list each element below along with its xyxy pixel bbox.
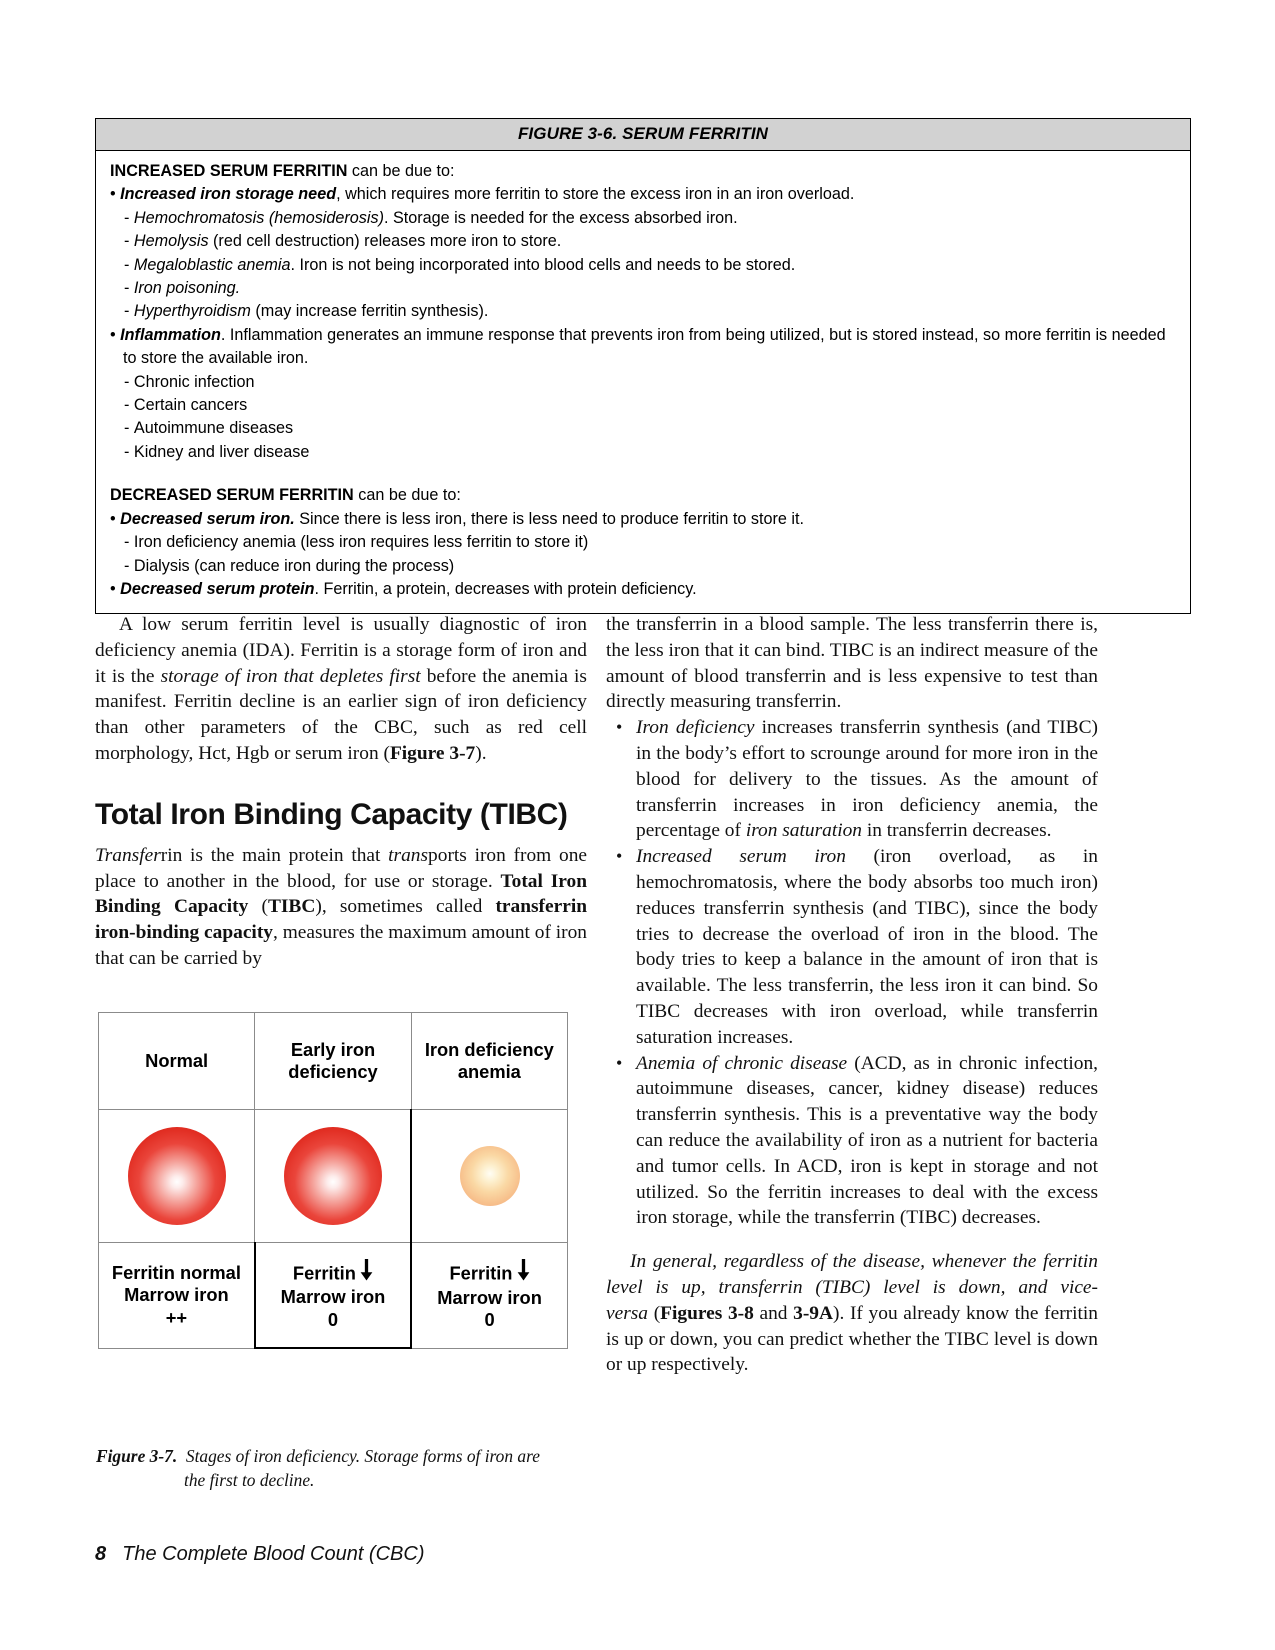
figure-3-6-box	[95, 118, 1191, 614]
increased-item: • Increased iron storage need, which requires more ferritin to store the excess iron in an iron overload.	[110, 185, 855, 204]
item-lead: Decreased serum protein	[120, 579, 315, 598]
table-footer-row	[99, 1243, 568, 1349]
closing-open-paren: (	[653, 1302, 661, 1324]
footer-line: Marrow iron	[280, 1286, 386, 1308]
increased-item: - Hemolysis (red cell destruction) releases more iron to store.	[124, 232, 562, 251]
item-rest: Iron deficiency anemia (less iron requires less ferritin to store it)	[133, 533, 589, 552]
para-text: before the anemia is manifest. Ferritin decline is an earlier sign of iron deficiency than other parameters of the CBC, such as red cell morphology, Hct, Hgb or serum iron (	[95, 665, 587, 764]
figure-reference: Figure 3-7	[389, 742, 476, 764]
closing-italic: In general, regardless of the disease, whenever the ferritin level is up, transferrin (TIBC) level is down, and vice-versa	[606, 1251, 1098, 1324]
left-text-column	[95, 612, 587, 972]
bullet-italic-lead: Anemia of chronic disease	[636, 1052, 848, 1074]
figure-3-7	[98, 1012, 568, 1349]
item-rest: , which requires more ferritin to store the excess iron in an iron overload.	[336, 185, 855, 204]
item-rest: Chronic infection	[133, 372, 255, 391]
item-lead: Megaloblastic anemia	[133, 255, 291, 274]
increased-item: - Chronic infection	[124, 372, 255, 391]
increased-item: - Autoimmune diseases	[124, 419, 294, 438]
item-rest: (red cell destruction) releases more iron to store.	[208, 232, 562, 251]
decreased-item: - Dialysis (can reduce iron during the process)	[124, 556, 455, 575]
para-text: , measures the maximum amount of iron that can be carried by	[95, 922, 588, 969]
bullet-text: (iron overload, as in hemochromatosis, where the body absorbs too much iron) reduces transferrin synthesis (and TIBC), since the body tries to decrease the overload of iron in the blood. The body tries to keep a balance in the amount of iron that is available. The less transferrin, the less iron it can bind. So TIBC decreases with iron overload, while transferrin saturation increases.	[636, 846, 1098, 1048]
bullet-italic-mid: iron saturation	[745, 820, 862, 842]
footer-line: ++	[165, 1306, 188, 1328]
footer-line: 0	[484, 1309, 495, 1330]
stage-footer-normal	[99, 1243, 255, 1349]
figure-3-7-caption	[96, 1444, 596, 1492]
paragraph-closing	[606, 1249, 1098, 1378]
increased-item: - Iron poisoning.	[124, 279, 241, 298]
decreased-item: - Iron deficiency anemia (less iron requires less ferritin to store it)	[124, 533, 589, 552]
list-item	[606, 1051, 1098, 1232]
para-bold: transferrin iron-binding capacity	[95, 896, 588, 944]
increased-item: - Megaloblastic anemia. Iron is not being incorporated into blood cells and needs to be stored.	[124, 255, 796, 274]
item-rest: . Storage is needed for the excess absorbed iron.	[383, 208, 738, 227]
paragraph-transferrin	[95, 843, 587, 972]
para-italic: Transfer	[95, 844, 161, 866]
para-text: rin is the main protein that	[160, 844, 389, 866]
decreased-heading: DECREASED SERUM FERRITIN	[110, 486, 354, 505]
footer-line: Marrow iron	[124, 1284, 229, 1305]
increased-heading-line	[110, 160, 1176, 183]
footer-line	[256, 1259, 410, 1287]
footer-line: 0	[327, 1308, 339, 1330]
figure-reference: Figures 3-8	[660, 1302, 754, 1324]
figure-3-6-title: FIGURE 3-6. SERUM FERRITIN	[96, 119, 1190, 151]
stage-header-normal: Normal	[99, 1013, 255, 1110]
item-rest: Autoimmune diseases	[133, 419, 294, 438]
para-text: ), sometimes called	[315, 896, 496, 918]
list-item	[606, 715, 1098, 844]
footer-line: Marrow iron	[437, 1286, 542, 1308]
stage-footer-iron-deficiency-anemia	[411, 1243, 567, 1349]
stage-header-iron-deficiency-anemia: Iron deficiency anemia	[411, 1013, 567, 1110]
item-rest: (may increase ferritin synthesis).	[250, 302, 489, 321]
closing-text: ). If you already know the ferritin is up or down, you can predict whether the TIBC level is down or up respectively.	[606, 1302, 1098, 1376]
blob-container	[255, 1110, 410, 1242]
bullet-text: increases transferrin synthesis (and TIBC) in the body’s effort to scrounge around for more iron in the blood for delivery to the tissues. As the amount of transferrin increases in iron deficiency anemia, the percentage of	[636, 717, 1099, 842]
table-illustration-row	[99, 1110, 568, 1243]
decreased-item: • Decreased serum iron. Since there is less iron, there is less need to produce ferritin to store it.	[110, 509, 804, 528]
increased-item: - Certain cancers	[124, 396, 248, 415]
decreased-heading-rest: can be due to:	[353, 486, 461, 505]
item-lead: Decreased serum iron.	[120, 509, 295, 528]
section-spacer	[110, 464, 1176, 484]
item-lead: Hemolysis	[133, 232, 209, 251]
red-blood-cell-icon	[128, 1127, 226, 1225]
item-lead: Iron poisoning.	[133, 279, 241, 298]
figure-reference: 3-9A	[793, 1302, 833, 1324]
para-bold: Total Iron Binding Capacity	[95, 870, 587, 918]
stage-cell-iron-deficiency-anemia	[411, 1110, 567, 1243]
item-lead: Inflammation	[120, 325, 221, 344]
stages-of-iron-deficiency-table	[98, 1012, 568, 1349]
stage-cell-normal	[99, 1110, 255, 1243]
page-number: 8	[95, 1543, 107, 1565]
increased-item: • Inflammation. Inflammation generates an immune response that prevents iron from being utilized, but is stored instead, so more ferritin is needed to store the available iron.	[110, 325, 1166, 368]
caption-line-1: Stages of iron deficiency. Storage forms of iron are	[185, 1446, 540, 1466]
bullet-text: in transferrin decreases.	[862, 820, 1052, 842]
item-rest: Kidney and liver disease	[133, 442, 310, 461]
paragraph-ferritin-intro	[95, 612, 587, 767]
item-rest: Certain cancers	[133, 396, 248, 415]
blob-container	[412, 1110, 567, 1242]
pale-blood-cell-icon	[460, 1146, 520, 1206]
footer-label: Ferritin	[449, 1262, 513, 1284]
footer-line: Ferritin normal	[111, 1261, 241, 1283]
section-heading-tibc: Total Iron Binding Capacity (TIBC)	[95, 797, 568, 831]
increased-item: - Kidney and liver disease	[124, 442, 310, 461]
increased-heading: INCREASED SERUM FERRITIN	[110, 162, 348, 180]
para-bold: TIBC	[267, 896, 316, 918]
increased-item: - Hemochromatosis (hemosiderosis). Storage is needed for the excess absorbed iron.	[124, 208, 738, 227]
item-rest: . Ferritin, a protein, decreases with protein deficiency.	[314, 579, 697, 598]
para-text: (	[248, 896, 268, 918]
bullet-text: (ACD, as in chronic infection, autoimmune diseases, cancer, kidney disease) reduces transferrin synthesis. This is a preventative way the body can reduce the availability of iron as a nutrient for bacteria and tumor cells. In ACD, iron is kept in storage and not utilized. So the ferritin increases to deal with the excess iron storage, while the transferrin (TIBC) decreases.	[636, 1052, 1098, 1229]
decreased-item: • Decreased serum protein. Ferritin, a protein, decreases with protein deficiency.	[110, 579, 697, 598]
figure-3-6-body	[96, 151, 1190, 613]
stage-footer-early-iron-deficiency	[255, 1243, 411, 1349]
running-title: The Complete Blood Count (CBC)	[122, 1543, 425, 1565]
item-lead: Hemochromatosis (hemosiderosis)	[133, 208, 384, 227]
right-text-column	[606, 612, 1098, 1378]
red-blood-cell-icon	[284, 1127, 382, 1225]
item-rest: Dialysis (can reduce iron during the process)	[133, 556, 455, 575]
list-item	[606, 844, 1098, 1050]
para-italic: trans	[388, 844, 429, 866]
item-rest: . Iron is not being incorporated into blood cells and needs to be stored.	[290, 255, 796, 274]
caption-label: Figure 3-7.	[96, 1446, 178, 1466]
paragraph-tibc-continued: the transferrin in a blood sample. The less transferrin there is, the less iron that it can bind. TIBC is an indirect measure of the amount of blood transferrin and is less expensive to test than directly measuring transferrin.	[606, 614, 1098, 713]
down-arrow-icon	[516, 1259, 529, 1287]
stage-header-early-iron-deficiency: Early iron deficiency	[255, 1013, 411, 1110]
footer-label: Ferritin	[292, 1262, 356, 1284]
bullet-italic-lead: Increased serum iron	[636, 846, 846, 868]
bullet-italic-lead: Iron deficiency	[636, 717, 755, 739]
tibc-bullet-list	[606, 715, 1098, 1231]
para-text: ports iron from one place to another in the blood, for use or storage.	[95, 844, 587, 892]
closing-text: and	[753, 1302, 794, 1324]
increased-heading-rest: can be due to:	[347, 162, 455, 180]
decreased-heading-line	[110, 484, 1176, 507]
blob-container	[99, 1110, 254, 1242]
para-text: A low serum ferritin level is usually diagnostic of iron deficiency anemia (IDA). Ferritin is a storage form of iron and it is the	[95, 614, 587, 687]
caption-line-2: the first to decline.	[184, 1470, 315, 1490]
para-text: ).	[475, 742, 487, 764]
item-rest: Since there is less iron, there is less need to produce ferritin to store it.	[294, 509, 804, 528]
item-lead: Increased iron storage need	[120, 185, 337, 204]
down-arrow-icon	[360, 1259, 373, 1287]
item-lead: Hyperthyroidism	[133, 302, 251, 321]
stage-cell-early-iron-deficiency	[255, 1110, 411, 1243]
page-footer	[95, 1543, 424, 1566]
increased-item: - Hyperthyroidism (may increase ferritin synthesis).	[124, 302, 489, 321]
footer-line	[412, 1259, 567, 1287]
para-italic: storage of iron that depletes first	[160, 665, 421, 687]
table-header-row	[99, 1013, 568, 1110]
item-rest: . Inflammation generates an immune response that prevents iron from being utilized, but is stored instead, so more ferritin is needed to store the available iron.	[123, 325, 1166, 368]
